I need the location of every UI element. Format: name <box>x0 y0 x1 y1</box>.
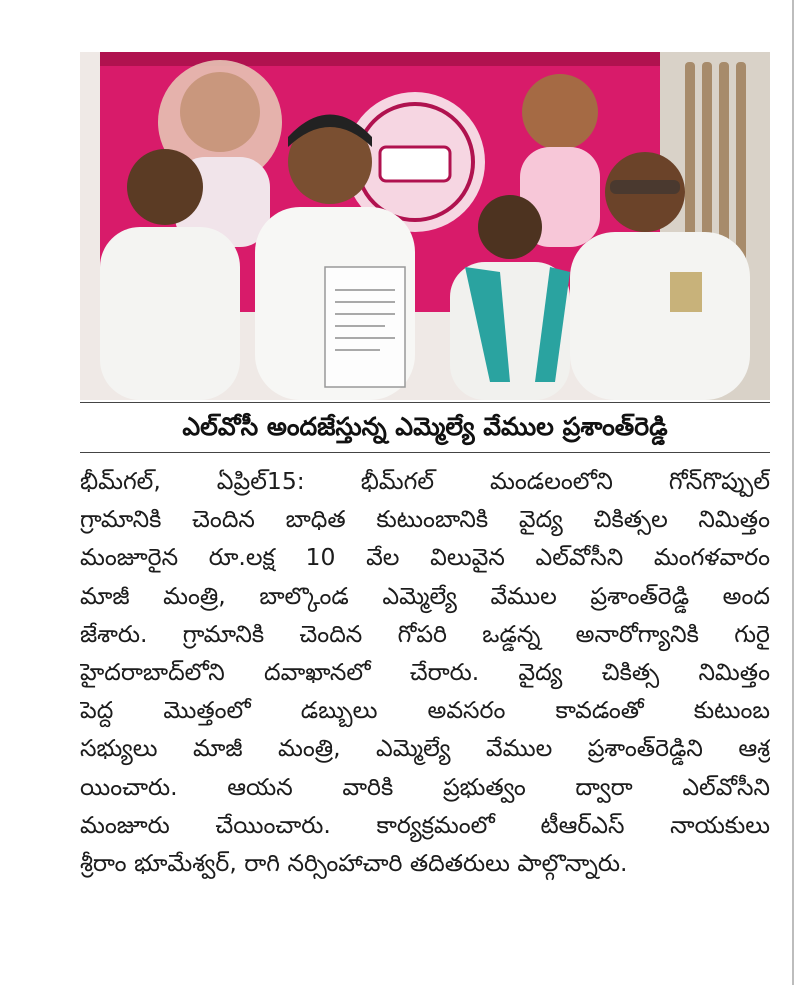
photo-caption: ఎల్‌వోసీ అందజేస్తున్న ఎమ్మెల్యే వేముల ప్రశాంత్‌రెడ్డి <box>182 412 668 441</box>
caption-rule-top <box>80 402 770 403</box>
article-line: మంజూరు చేయించారు. కార్యక్రమంలో టీఆర్ఎస్ నాయకులు <box>80 810 770 839</box>
article-line: భీమ్‌గల్, ఏప్రిల్15: భీమ్‌గల్ మండలంలోని గోన్‌గొప్పుల్ <box>80 467 770 495</box>
article-line: మంజూరైన రూ.లక్ష 10 వేల విలువైన ఎల్‌వోసీని మంగళవారం <box>80 543 770 572</box>
article-line: యించారు. ఆయన వారికి ప్రభుత్వం ద్వారా ఎల్‌వోసీని <box>80 772 770 801</box>
headline-cut-off <box>0 0 800 22</box>
article-line: మాజీ మంత్రి, బాల్కొండ ఎమ్మెల్యే వేముల ప్రశాంత్‌రెడ్డి అంద <box>80 581 770 610</box>
article-line: పెద్ద మొత్తంలో డబ్బులు అవసరం కావడంతో కుటుంబ <box>80 696 770 725</box>
loc-document <box>325 267 405 387</box>
column-divider <box>792 0 794 985</box>
article-line: శ్రీరాం భూమేశ్వర్, రాగి నర్సింహాచారి తదితరులు పాల్గొన్నారు. <box>80 848 628 877</box>
article-line: హైదరాబాద్‌లోని దవాఖానలో చేరారు. వైద్య చికిత్స నిమిత్తం <box>80 657 770 686</box>
article-line: జేశారు. గ్రామానికి చెందిన గోపరి ఒడ్డన్న అనారోగ్యానికి గురై <box>80 619 770 648</box>
article-line: సభ్యులు మాజీ మంత్రి, ఎమ్మెల్యే వేముల ప్రశాంత్‌రెడ్డిని ఆశ్ర <box>80 734 770 763</box>
article-line: గ్రామానికి చెందిన బాధిత కుటుంబానికి వైద్య చికిత్సల నిమిత్తం <box>80 505 770 534</box>
news-photo <box>80 52 770 400</box>
news-photo-illustration <box>80 52 770 400</box>
caption-rule-bottom <box>80 452 770 453</box>
article-body <box>80 462 770 882</box>
